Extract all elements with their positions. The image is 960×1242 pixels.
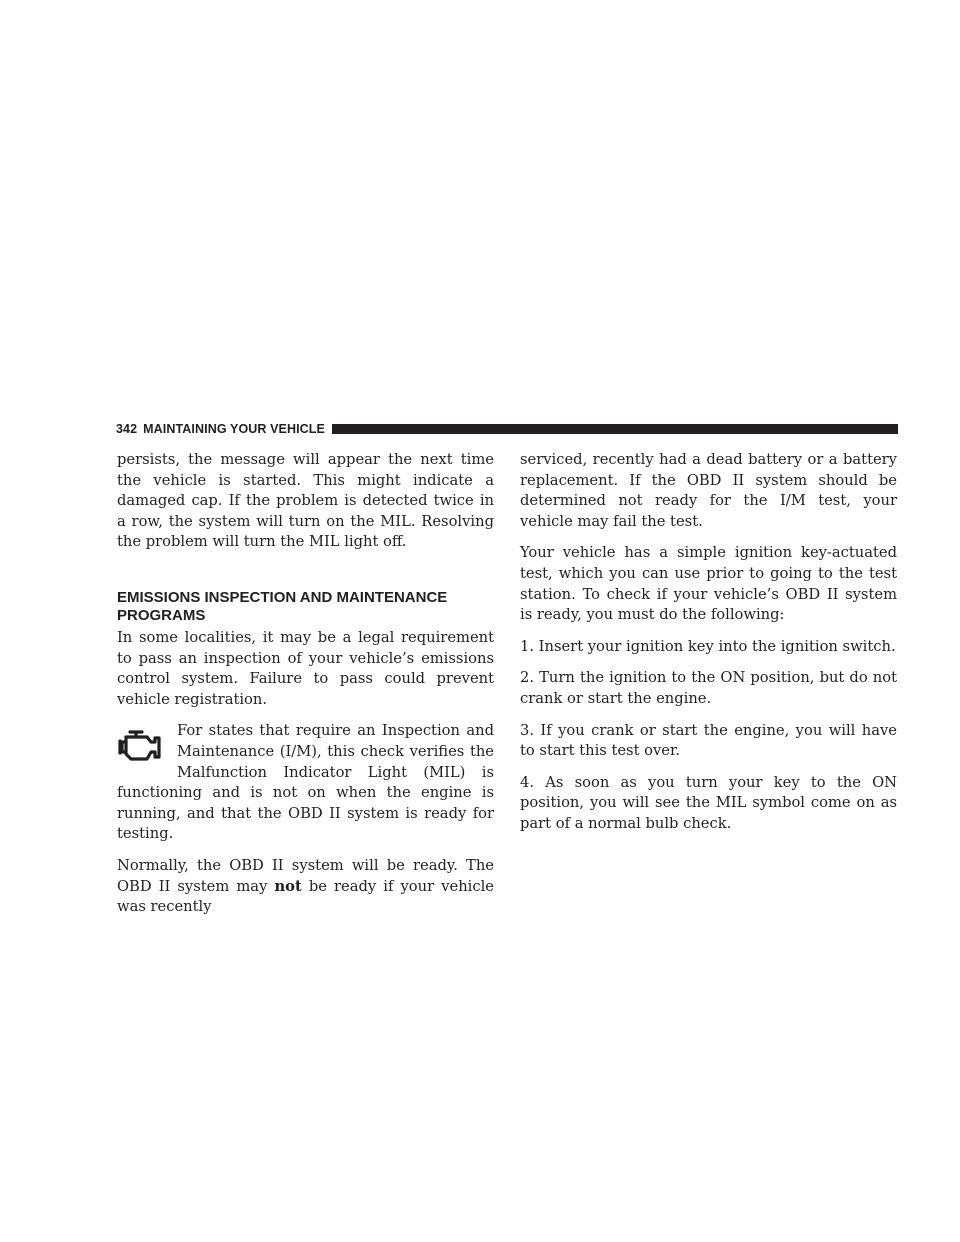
left-paragraph-3: For states that require an Inspection and Maintenance (I/M), this check verifies the Malfunction Indicator Light (MIL) is functioning and is not on when the engine is running, and that the OBD II system is ready for testing. <box>117 722 494 843</box>
para4-end: be ready if your vehicle was recently <box>117 877 494 916</box>
left-column <box>117 450 494 929</box>
check-engine-icon <box>117 728 167 768</box>
right-paragraph-2: Your vehicle has a simple ignition key-actuated test, which you can use prior to going to the test station. To check if your vehicle’s OBD II system is ready, you must do the following: <box>520 544 897 624</box>
icon-paragraph <box>117 721 494 845</box>
right-paragraph-1: serviced, recently had a dead battery or a battery replacement. If the OBD II system should be determined not ready for the I/M test, your vehicle may fail the test. <box>520 451 897 530</box>
para4-start: Normally, the OBD II system will be ready. The OBD II system may <box>117 856 494 895</box>
para4-bold: not <box>274 877 302 895</box>
section-title: MAINTAINING YOUR VEHICLE <box>143 422 325 436</box>
left-paragraph-4 <box>117 856 494 918</box>
step-4: 4. As soon as you turn your key to the ON position, you will see the MIL symbol come on as part of a normal bulb check. <box>520 773 897 832</box>
page-header <box>116 420 898 438</box>
header-rule <box>332 424 898 434</box>
left-paragraph-1: persists, the message will appear the next time the vehicle is started. This might indicate a damaged cap. If the problem is detected twice in a row, the system will turn on the MIL. Resolving the problem will turn the MIL light off. <box>117 451 494 551</box>
step-1: 1. Insert your ignition key into the ignition switch. <box>520 637 896 655</box>
page-number: 342 <box>116 422 138 436</box>
section-heading: EMISSIONS INSPECTION AND MAINTENANCE PROGRAMS <box>117 588 448 624</box>
step-3: 3. If you crank or start the engine, you will have to start this test over. <box>520 721 897 760</box>
left-paragraph-2: In some localities, it may be a legal requirement to pass an inspection of your vehicle’s emissions control system. Failure to pass could prevent vehicle registration. <box>117 628 494 708</box>
step-2: 2. Turn the ignition to the ON position, but do not crank or start the engine. <box>520 669 897 707</box>
right-column <box>520 450 897 846</box>
